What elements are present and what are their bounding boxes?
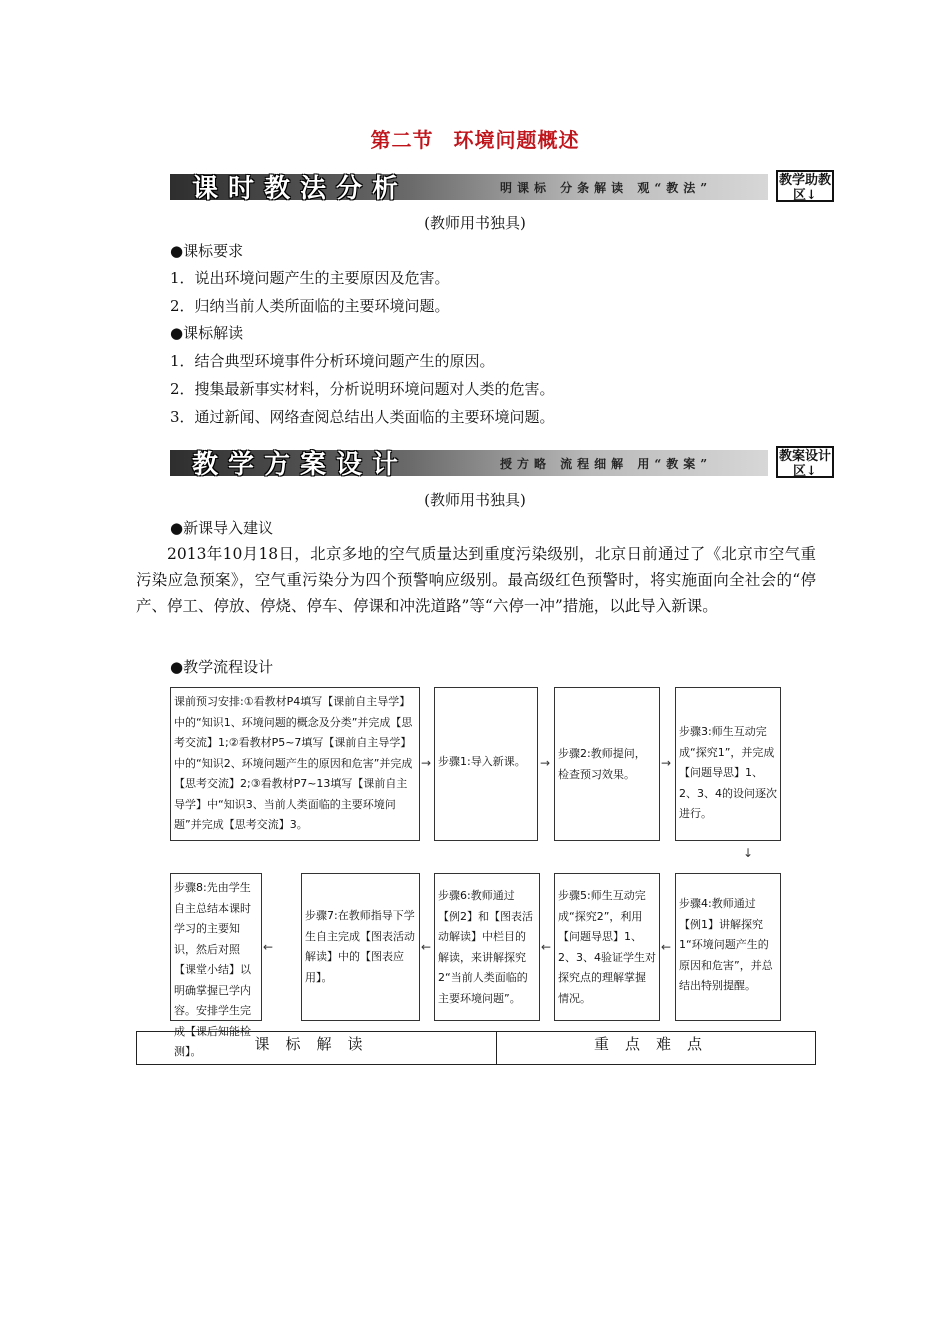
flow-arrow-left: ← xyxy=(263,940,274,954)
flow-box-step3: 步骤3:师生互动完成“探究1”，并完成【问题导思】1、2、3、4的设问逐次进行。 xyxy=(675,687,781,841)
flow-box-step4: 步骤4:教师通过【例1】讲解探究1“环境问题产生的原因和危害”，并总结出特别提醒。 xyxy=(675,873,781,1021)
banner-title: 课时教法分析 xyxy=(192,174,409,204)
title-section-name: 环境问题概述 xyxy=(453,128,580,152)
table-header xyxy=(136,1031,816,1065)
section-banner-teaching-analysis xyxy=(170,170,840,204)
flow-box-step6: 步骤6:教师通过【例2】和【图表活动解读】中栏目的解读，来讲解探究2“当前人类面临的主要环境问题”。 xyxy=(434,873,540,1021)
flow-box-step2: 步骤2:教师提问，检查预习效果。 xyxy=(554,687,660,841)
banner-title: 教学方案设计 xyxy=(192,450,409,480)
flow-box-step7: 步骤7:在教师指导下学生自主完成【图表活动解读】中的【图表应用】。 xyxy=(301,873,420,1021)
list-item: 2．搜集最新事实材料，分析说明环境问题对人类的危害。 xyxy=(170,380,555,398)
table-header-curriculum-interpretation: 课标解读 xyxy=(254,1035,379,1053)
flow-box-step5: 步骤5:师生互动完成“探究2”，利用【问题导思】1、2、3、4验证学生对探究点的理解掌握情况。 xyxy=(554,873,660,1021)
flow-arrow-left: ← xyxy=(541,940,552,954)
flow-arrow-right: → xyxy=(421,756,432,770)
teacher-only-note: (教师用书独具) xyxy=(424,214,526,232)
heading-new-lesson-intro: ●新课导入建议 xyxy=(170,519,274,537)
heading-curriculum-requirements: ●课标要求 xyxy=(170,242,244,260)
table-header-key-difficult-points: 重点难点 xyxy=(593,1035,718,1053)
flow-box-preview: 课前预习安排:①看教材P4填写【课前自主导学】中的“知识1、环境问题的概念及分类”并完成【思考交流】1;②看教材P5~7填写【课前自主导学】中的“知识2、环境问题产生的原因和危害”并完成【思考交流】2;③看教材P7~13填写【课前自主导学】中“知识3、当前人类面临的主要环境问题”并完成【思考交流】3。 xyxy=(170,687,420,841)
page-title xyxy=(0,124,950,153)
banner-subtitle: 授方略 流程细解 用“教案” xyxy=(500,457,713,471)
flow-box-step8: 步骤8:先由学生自主总结本课时学习的主要知识，然后对照【课堂小结】以明确掌握已学内容。安排学生完成【课后知能检测】。 xyxy=(170,873,262,1021)
intro-paragraph: 2013年10月18日，北京多地的空气质量达到重度污染级别，北京日前通过了《北京市空气重污染应急预案》，空气重污染分为四个预警响应级别。最高级红色预警时，将实施面向全社会的“停产、停工、停放、停烧、停车、停课和冲洗道路”等“六停一冲”措施，以此导入新课。 xyxy=(136,545,816,615)
flow-arrow-down: ↓ xyxy=(743,846,754,860)
teacher-only-note: (教师用书独具) xyxy=(424,491,526,509)
list-item: 2．归纳当前人类所面临的主要环境问题。 xyxy=(170,297,450,315)
flow-arrow-right: → xyxy=(540,756,551,770)
banner-subtitle: 明课标 分条解读 观“教法” xyxy=(500,181,713,195)
list-item: 3．通过新闻、网络查阅总结出人类面临的主要环境问题。 xyxy=(170,408,555,426)
heading-teaching-flow: ●教学流程设计 xyxy=(170,658,274,676)
heading-curriculum-interpretation: ●课标解读 xyxy=(170,324,244,342)
flow-box-step1: 步骤1:导入新课。 xyxy=(434,687,538,841)
banner-tag-box: 教学助教区↓ xyxy=(776,170,834,202)
flow-arrow-right: → xyxy=(661,756,672,770)
flow-arrow-left: ← xyxy=(421,940,432,954)
title-section-number: 第二节 xyxy=(370,128,434,152)
flow-arrow-left: ← xyxy=(661,940,672,954)
list-item: 1．结合典型环境事件分析环境问题产生的原因。 xyxy=(170,352,495,370)
section-banner-lesson-design xyxy=(170,446,840,480)
banner-tag-box: 教案设计区↓ xyxy=(776,446,834,478)
list-item: 1．说出环境问题产生的主要原因及危害。 xyxy=(170,269,450,287)
